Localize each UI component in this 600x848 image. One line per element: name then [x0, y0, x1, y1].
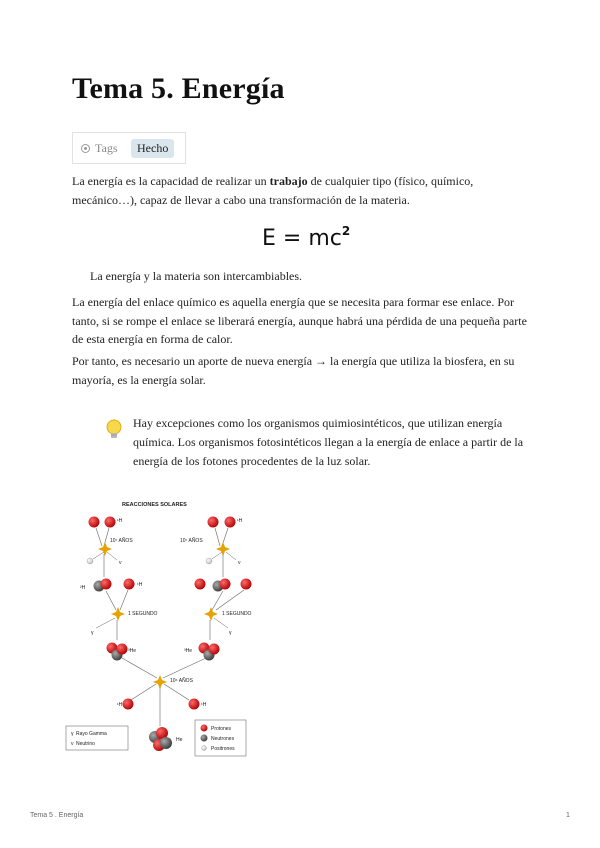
positron — [87, 558, 93, 564]
proton — [220, 579, 231, 590]
intro-paragraph — [72, 172, 528, 209]
proton — [209, 644, 220, 655]
proton — [208, 517, 219, 528]
page-title: Tema 5. Energía — [72, 72, 285, 105]
bond-paragraph: La energía del enlace químico es aquella energía que se necesita para formar ese enlace. Por tanto, si se rompe el enlace se liberará energía, aunque habrá una pérdida de una pequeña parte de esta energía en forma de calor. — [72, 295, 527, 346]
neutron — [160, 737, 172, 749]
legend-proton-icon — [201, 725, 208, 732]
h1-label-left: ¹H — [117, 518, 123, 524]
time-label-bottom: 10⁶ AÑOS — [170, 678, 193, 684]
proton — [117, 644, 128, 655]
legend-gamma-symbol: γ — [71, 731, 74, 737]
tags-label: Tags — [95, 141, 118, 155]
h1-product-label-right: ¹H — [201, 702, 207, 708]
proton — [101, 579, 112, 590]
status-tag[interactable]: Hecho — [131, 139, 174, 158]
neutrino-label: ν — [119, 560, 122, 566]
h1-product-label-left: ¹H — [117, 702, 123, 708]
intro-text-1: La energía es la capacidad de realizar un — [72, 174, 270, 188]
legend-neutron-icon — [201, 735, 208, 742]
diagram-title: REACCIONES SOLARES — [122, 502, 187, 508]
gamma-label: γ — [229, 630, 232, 636]
gamma-label: γ — [91, 630, 94, 636]
time-label-right: 10⁷ AÑOS — [180, 538, 203, 544]
he3-label-left: ³He — [128, 648, 137, 654]
proton — [124, 579, 135, 590]
time-label-left: 10⁷ AÑOS — [110, 538, 133, 544]
footer-title: Tema 5 . Energía — [30, 812, 84, 819]
reaction-star-icon — [204, 607, 218, 621]
h1-label: ¹H — [137, 582, 143, 588]
legend-protons: Protones — [211, 726, 232, 732]
formula — [262, 224, 350, 251]
he3-label-right: ³He — [184, 648, 193, 654]
proton — [195, 579, 206, 590]
legend-neutrons: Neutrones — [211, 736, 235, 742]
interchange-text: La energía y la materia son intercambiables. — [90, 269, 303, 283]
biosphere-paragraph: Por tanto, es necesario un aporte de nueva energía → la energía que utiliza la biosfera, en su mayoría, es la energía solar. — [72, 354, 515, 387]
proton — [89, 517, 100, 528]
intro-bold-word: trabajo — [269, 174, 308, 188]
intro-text-2: de cualquier tipo (físico, químico, mecánico…), capaz de llevar a cabo una transformación de la materia. — [72, 174, 474, 207]
legend-gamma-text: Rayo Gamma — [76, 731, 107, 737]
h2-label: ²H — [80, 585, 86, 591]
reaction-star-icon — [216, 542, 230, 556]
positron — [206, 558, 212, 564]
formula-exponent: 2 — [341, 224, 351, 238]
second-label-left: 1 SEGUNDO — [128, 611, 158, 617]
proton — [123, 699, 134, 710]
legend-positrons: Positrones — [211, 746, 235, 752]
callout-text: Hay excepciones como los organismos quimiosintéticos, que utilizan energía química. Los organismos fotosintéticos llegan a la energía de enlace a partir de la energía de los fotones procedentes de la luz solar. — [133, 416, 524, 468]
legend-positron-icon — [202, 746, 207, 751]
proton — [105, 517, 116, 528]
neutrino-label: ν — [238, 560, 241, 566]
reaction-star-icon — [98, 542, 112, 556]
proton — [225, 517, 236, 528]
legend-neutrino-text: Neutrino — [76, 741, 95, 747]
proton — [189, 699, 200, 710]
solar-reactions-diagram — [60, 494, 260, 764]
tags-property[interactable] — [72, 132, 186, 164]
he4-label: He — [176, 737, 183, 743]
formula-base: E = mc — [262, 226, 342, 251]
page-number: 1 — [566, 812, 570, 819]
tags-icon — [81, 144, 90, 153]
proton — [241, 579, 252, 590]
h1-label-right: ¹H — [237, 518, 243, 524]
legend-neutrino-symbol: ν — [71, 741, 74, 747]
lightbulb-icon — [104, 418, 124, 442]
second-label-right: 1 SEGUNDO — [222, 611, 252, 617]
